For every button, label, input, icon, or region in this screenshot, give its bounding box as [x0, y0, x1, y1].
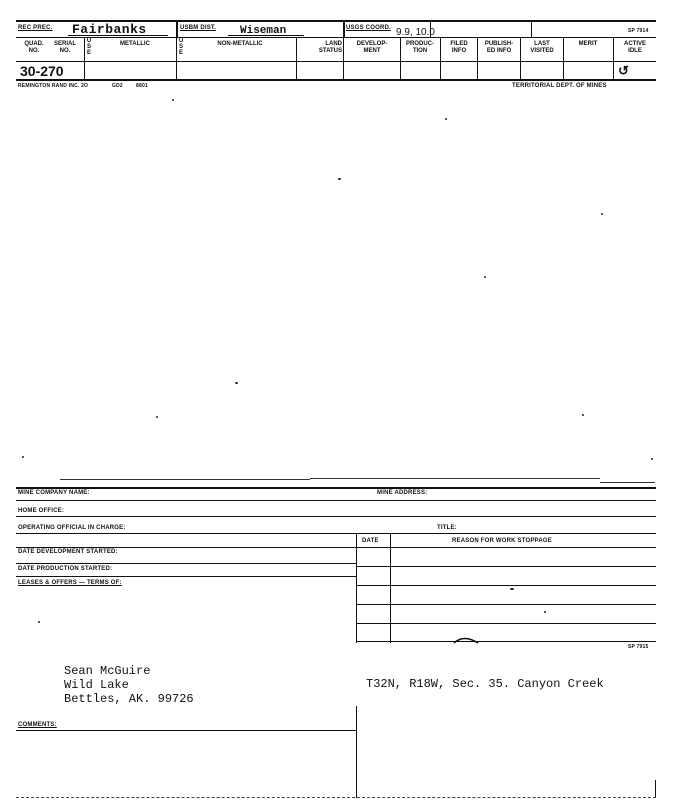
- comments-label: COMMENTS:: [18, 722, 57, 728]
- rec-prec-value: Fairbanks: [72, 22, 147, 37]
- dev-started-label: DATE DEVELOPMENT STARTED:: [18, 549, 118, 555]
- mine-company-label: MINE COMPANY NAME:: [18, 490, 90, 496]
- col-nonmetallic: NON-METALLIC: [217, 41, 263, 47]
- address-line-1: Sean McGuire: [64, 664, 151, 678]
- usbm-dist-label: USBM DIST.: [180, 25, 217, 31]
- col-filed-info: FILED INFO: [450, 41, 468, 54]
- col-serial-no: SERIAL NO.: [53, 41, 76, 54]
- col-metallic-use: U S E: [86, 38, 92, 56]
- usgs-coord-label: USGS COORD.: [346, 25, 391, 31]
- scribble-mark: [452, 634, 482, 644]
- department-label: TERRITORIAL DEPT. OF MINES: [512, 83, 607, 89]
- col-land-status: LAND STATUS: [318, 41, 342, 54]
- printer-code-1: GD2: [112, 83, 123, 89]
- col-last-visited: LAST VISITED: [530, 41, 554, 54]
- operating-official-label: OPERATING OFFICIAL IN CHARGE:: [18, 525, 126, 531]
- form-number: SP 7914: [628, 28, 649, 34]
- col-published-info: PUBLISH- ED INFO: [484, 41, 514, 54]
- col-merit: MERIT: [578, 41, 598, 47]
- location-text: T32N, R18W, Sec. 35. Canyon Creek: [366, 677, 604, 691]
- col-active-idle: ACTIVE IDLE: [623, 41, 646, 54]
- printer-label: REMINGTON RAND INC. 2O: [18, 83, 89, 89]
- col-metallic: METALLIC: [120, 41, 150, 47]
- address-line-2: Wild Lake: [64, 678, 129, 692]
- active-idle-mark: ↺: [618, 63, 629, 78]
- col-production: PRODUC- TION: [406, 41, 434, 54]
- usbm-dist-value: Wiseman: [240, 25, 287, 37]
- title-label: TITLE:: [437, 525, 457, 531]
- date-header: DATE: [362, 538, 379, 544]
- quad-serial-value: 30-270: [20, 63, 64, 79]
- col-development: DEVELOP- MENT: [356, 41, 388, 54]
- prod-started-label: DATE PRODUCTION STARTED:: [18, 566, 113, 572]
- rec-prec-label: REC PREC.: [18, 25, 53, 31]
- mine-address-label: MINE ADDRESS:: [377, 490, 428, 496]
- col-nonmetallic-use: U S E: [178, 38, 184, 56]
- form-number-2: SP 7915: [628, 644, 649, 650]
- reason-header: REASON FOR WORK STOPPAGE: [452, 538, 552, 544]
- usgs-coord-value: 9.9, 10.0: [396, 27, 435, 38]
- leases-label: LEASES & OFFERS — TERMS OF:: [18, 580, 122, 586]
- printer-code-2: 8801: [136, 83, 148, 89]
- address-line-3: Bettles, AK. 99726: [64, 692, 194, 706]
- home-office-label: HOME OFFICE:: [18, 508, 65, 514]
- col-quad-no: QUAD. NO.: [24, 41, 44, 54]
